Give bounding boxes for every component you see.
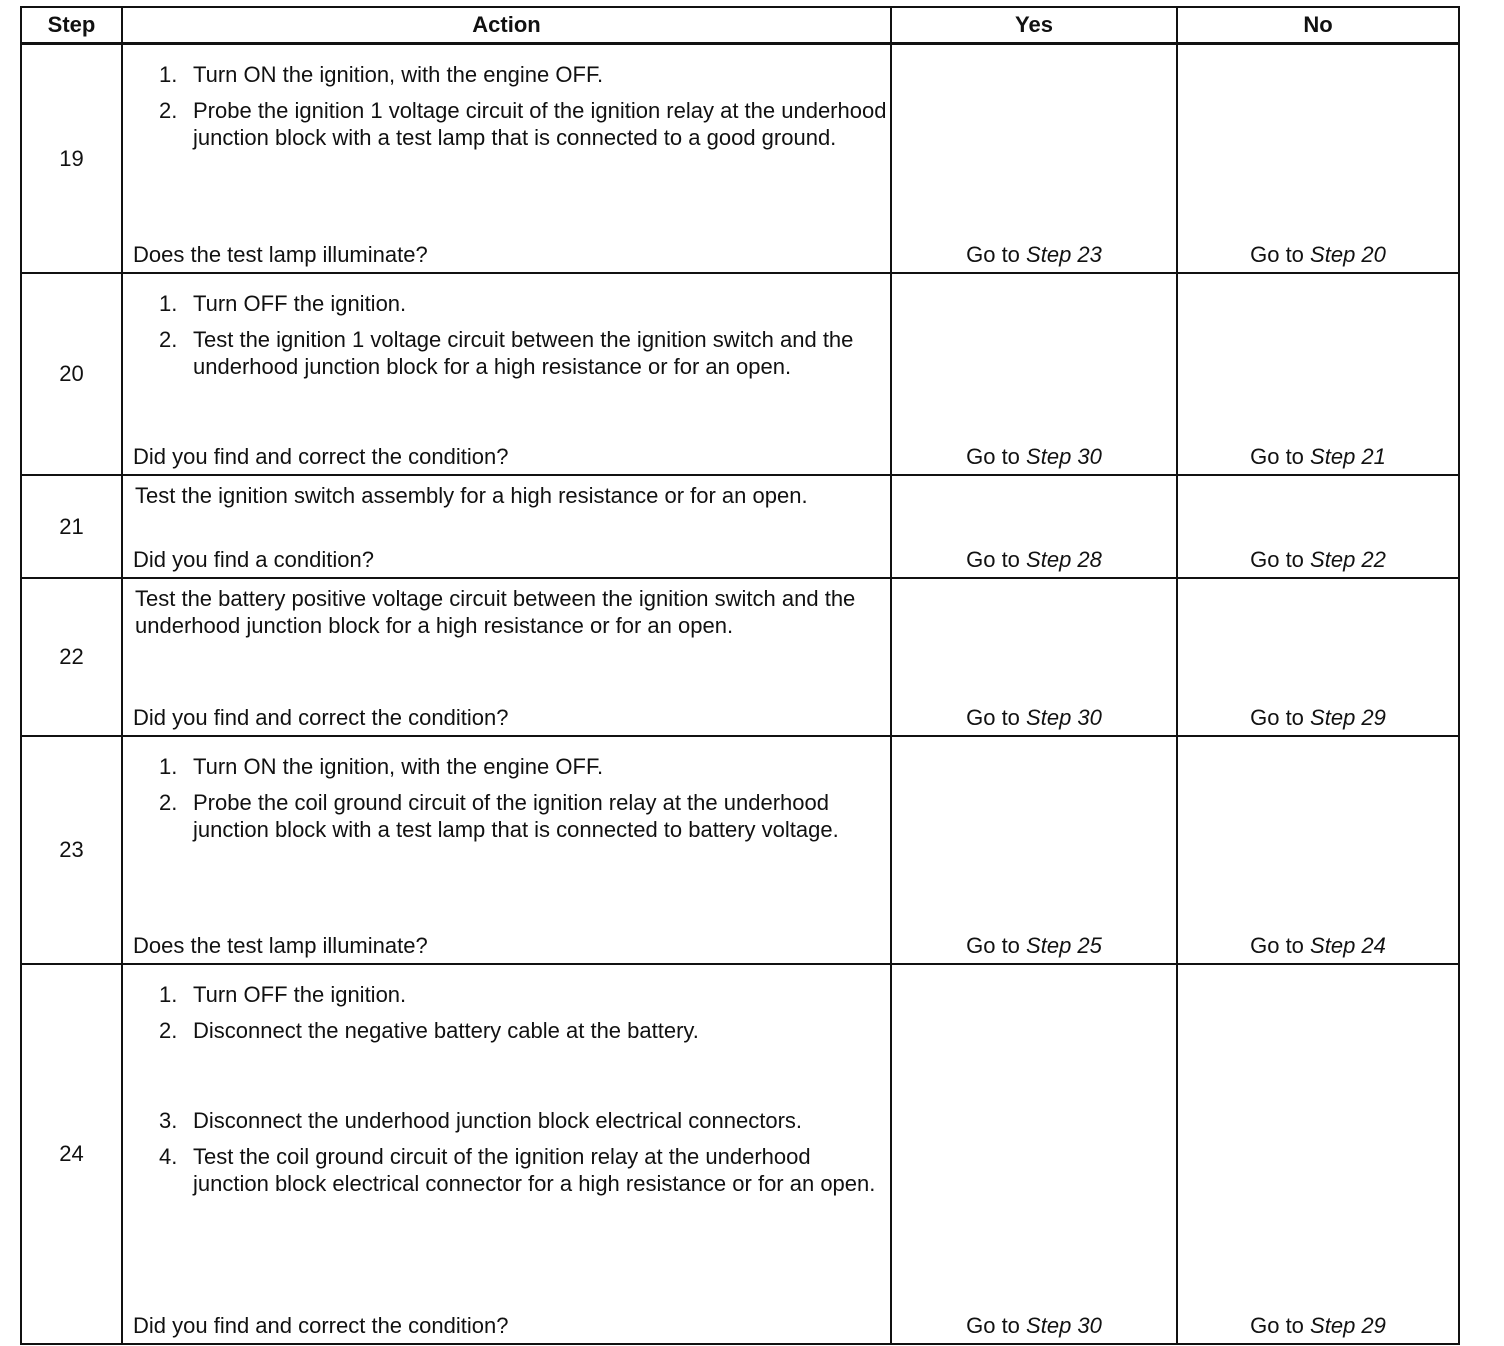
item-number: 2. <box>159 790 178 815</box>
item-number: 2. <box>159 98 178 123</box>
item-number: 1. <box>159 62 178 87</box>
item-text: Turn OFF the ignition. <box>193 982 407 1007</box>
step-number: 20 <box>21 273 122 475</box>
item-number: 1. <box>159 754 178 779</box>
no-cell <box>1177 736 1459 964</box>
action-cell <box>122 44 891 274</box>
no-step-link[interactable]: Step 29 <box>1310 705 1386 730</box>
list-item <box>159 981 890 1008</box>
question-text: Did you find and correct the condition? <box>133 444 509 469</box>
list-item <box>159 1107 890 1134</box>
list-item <box>159 61 890 88</box>
list-item <box>159 1017 890 1044</box>
yes-step-link[interactable]: Step 28 <box>1026 547 1102 572</box>
item-text: Disconnect the negative battery cable at the battery. <box>193 1018 699 1043</box>
no-step-link[interactable]: Step 20 <box>1310 242 1386 267</box>
no-step-link[interactable]: Step 29 <box>1310 1313 1386 1338</box>
no-cell <box>1177 273 1459 475</box>
list-item <box>159 1143 890 1197</box>
action-text: Test the battery positive voltage circuit between the ignition switch and the underhood junction block for a high resistance or for an open. <box>135 586 856 638</box>
goto-label: Go to <box>966 547 1020 572</box>
list-item <box>159 789 890 843</box>
item-number: 2. <box>159 1018 178 1043</box>
question-text: Does the test lamp illuminate? <box>133 242 428 267</box>
action-cell <box>122 578 891 736</box>
header-step: Step <box>21 7 122 44</box>
item-number: 1. <box>159 291 178 316</box>
yes-cell <box>891 475 1177 578</box>
item-text: Probe the ignition 1 voltage circuit of the ignition relay at the underhood junction block with a test lamp that is connected to a good ground. <box>193 98 887 150</box>
list-item <box>159 97 890 151</box>
table-row <box>21 578 1459 736</box>
goto-label: Go to <box>1250 1313 1304 1338</box>
header-action: Action <box>122 7 891 44</box>
no-step-link[interactable]: Step 22 <box>1310 547 1386 572</box>
item-text: Turn ON the ignition, with the engine OFF. <box>193 62 604 87</box>
no-step-link[interactable]: Step 24 <box>1310 933 1386 958</box>
goto-label: Go to <box>1250 444 1304 469</box>
diagnostic-table <box>20 6 1460 1345</box>
goto-label: Go to <box>966 242 1020 267</box>
item-text: Disconnect the underhood junction block electrical connectors. <box>193 1108 803 1133</box>
yes-step-link[interactable]: Step 25 <box>1026 933 1102 958</box>
item-number: 4. <box>159 1144 178 1169</box>
header-no: No <box>1177 7 1459 44</box>
yes-cell <box>891 578 1177 736</box>
goto-label: Go to <box>966 933 1020 958</box>
table-row <box>21 273 1459 475</box>
yes-cell <box>891 273 1177 475</box>
no-cell <box>1177 44 1459 274</box>
item-text: Turn OFF the ignition. <box>193 291 407 316</box>
item-number: 2. <box>159 327 178 352</box>
action-cell <box>122 475 891 578</box>
table-row <box>21 964 1459 1344</box>
yes-cell <box>891 44 1177 274</box>
list-item <box>159 290 890 317</box>
question-text: Does the test lamp illuminate? <box>133 933 428 958</box>
no-cell <box>1177 964 1459 1344</box>
goto-label: Go to <box>966 444 1020 469</box>
item-number: 3. <box>159 1108 178 1133</box>
item-text: Test the ignition 1 voltage circuit between the ignition switch and the underhood junction block for a high resistance or for an open. <box>193 327 854 379</box>
action-cell <box>122 736 891 964</box>
step-number: 22 <box>21 578 122 736</box>
goto-label: Go to <box>966 705 1020 730</box>
header-row <box>21 7 1459 44</box>
yes-step-link[interactable]: Step 23 <box>1026 242 1102 267</box>
step-number: 23 <box>21 736 122 964</box>
item-text: Probe the coil ground circuit of the ignition relay at the underhood junction block with a test lamp that is connected to battery voltage. <box>193 790 839 842</box>
step-number: 19 <box>21 44 122 274</box>
action-cell <box>122 964 891 1344</box>
no-cell <box>1177 475 1459 578</box>
item-text: Turn ON the ignition, with the engine OFF. <box>193 754 604 779</box>
goto-label: Go to <box>1250 705 1304 730</box>
yes-step-link[interactable]: Step 30 <box>1026 705 1102 730</box>
question-text: Did you find a condition? <box>133 547 374 572</box>
no-step-link[interactable]: Step 21 <box>1310 444 1386 469</box>
yes-cell <box>891 736 1177 964</box>
item-text: Test the coil ground circuit of the ignition relay at the underhood junction block electrical connector for a high resistance or for an open. <box>193 1144 876 1196</box>
goto-label: Go to <box>1250 547 1304 572</box>
no-cell <box>1177 578 1459 736</box>
question-text: Did you find and correct the condition? <box>133 1313 509 1338</box>
yes-cell <box>891 964 1177 1344</box>
goto-label: Go to <box>966 1313 1020 1338</box>
action-text: Test the ignition switch assembly for a high resistance or for an open. <box>135 483 808 508</box>
goto-label: Go to <box>1250 933 1304 958</box>
yes-step-link[interactable]: Step 30 <box>1026 1313 1102 1338</box>
action-cell <box>122 273 891 475</box>
list-item <box>159 753 890 780</box>
table-row <box>21 44 1459 274</box>
goto-label: Go to <box>1250 242 1304 267</box>
list-item <box>159 326 890 380</box>
step-number: 24 <box>21 964 122 1344</box>
yes-step-link[interactable]: Step 30 <box>1026 444 1102 469</box>
table-row <box>21 736 1459 964</box>
header-yes: Yes <box>891 7 1177 44</box>
question-text: Did you find and correct the condition? <box>133 705 509 730</box>
item-number: 1. <box>159 982 178 1007</box>
step-number: 21 <box>21 475 122 578</box>
table-row <box>21 475 1459 578</box>
